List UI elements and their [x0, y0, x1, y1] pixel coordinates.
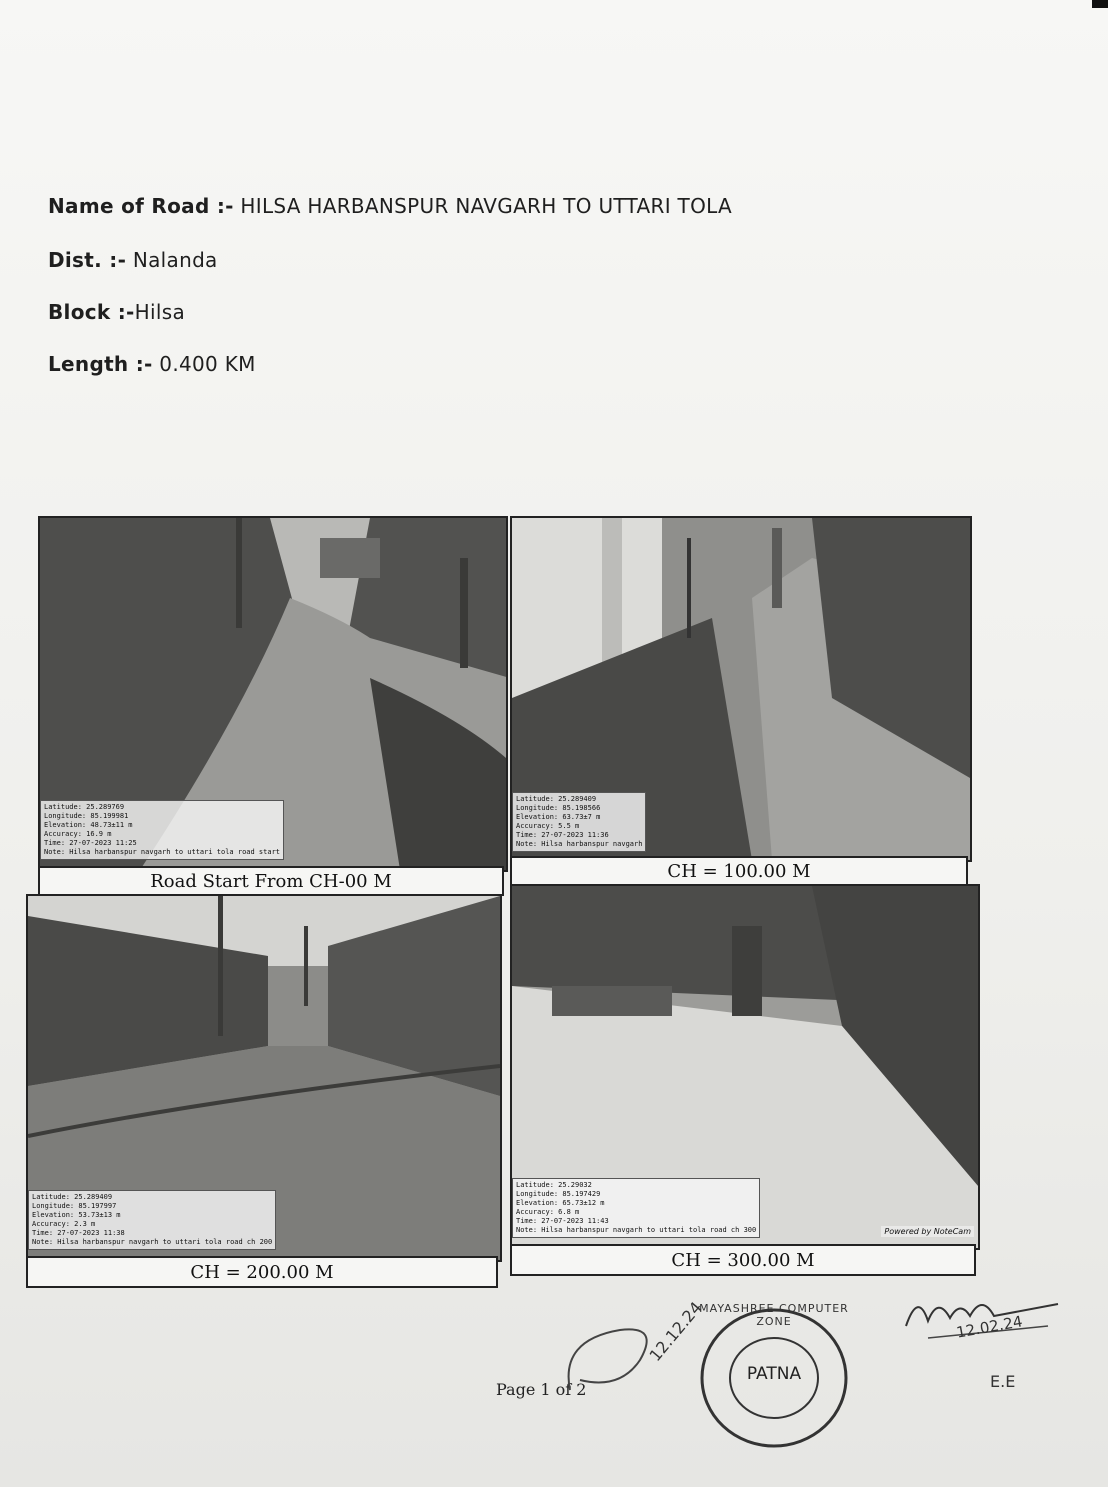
- photo-caption: CH = 300.00 M: [510, 1244, 976, 1276]
- photo-caption: CH = 200.00 M: [26, 1256, 498, 1288]
- signature-date: 12.02.24: [954, 1312, 1024, 1342]
- block-line: [48, 300, 185, 324]
- company-stamp: [694, 1300, 854, 1450]
- gps-line: Accuracy: 6.8 m: [516, 1208, 580, 1216]
- gps-overlay: [40, 800, 284, 860]
- site-photo-ch-100: [510, 516, 972, 862]
- district-label: Dist. :-: [48, 248, 127, 272]
- gps-line: Note: Hilsa harbanspur navgarh to uttari tola road ch 200: [32, 1238, 273, 1246]
- gps-overlay: [512, 792, 646, 852]
- page-number: Page 1 of 2: [496, 1380, 587, 1399]
- gps-overlay: [512, 1178, 760, 1238]
- length-line: [48, 352, 256, 376]
- site-photo-ch-00: [38, 516, 508, 872]
- gps-line: Note: Hilsa harbanspur navgarh to uttari tola road start: [44, 848, 281, 856]
- district-value: Nalanda: [132, 248, 218, 272]
- initials-scribble: [560, 1320, 670, 1410]
- site-photo-ch-200: [26, 894, 502, 1262]
- gps-line: Time: 27-07-2023 11:43: [516, 1217, 609, 1225]
- length-value: 0.400 KM: [159, 352, 256, 376]
- gps-line: Elevation: 53.73±13 m: [32, 1211, 121, 1219]
- photo-caption: Road Start From CH-00 M: [38, 866, 504, 896]
- road-name-value: HILSA HARBANSPUR NAVGARH TO UTTARI TOLA: [240, 194, 732, 218]
- gps-line: Latitude: 25.289409: [516, 795, 597, 803]
- stamp-city: PATNA: [746, 1364, 802, 1384]
- scan-corner-mark: [1092, 0, 1108, 8]
- gps-line: Elevation: 48.73±11 m: [44, 821, 133, 829]
- gps-line: Time: 27-07-2023 11:25: [44, 839, 137, 847]
- district-line: [48, 248, 218, 272]
- powered-by-label: Powered by NoteCam: [881, 1226, 974, 1237]
- gps-line: Latitude: 25.289769: [44, 803, 125, 811]
- gps-overlay: [28, 1190, 276, 1250]
- block-value: Hilsa: [134, 300, 185, 324]
- length-label: Length :-: [48, 352, 153, 376]
- road-name-label: Name of Road :-: [48, 194, 234, 218]
- site-photo-ch-300: [510, 884, 980, 1250]
- gps-line: Accuracy: 2.3 m: [32, 1220, 96, 1228]
- block-label: Block :-: [48, 300, 135, 324]
- gps-line: Longitude: 85.197997: [32, 1202, 117, 1210]
- stamp-ring-text: MAYASHREE COMPUTER ZONE: [699, 1302, 849, 1328]
- gps-line: Accuracy: 5.5 m: [516, 822, 580, 830]
- road-name-line: [48, 194, 732, 218]
- gps-line: Longitude: 85.199981: [44, 812, 129, 820]
- gps-line: Note: Hilsa harbanspur navgarh: [516, 840, 643, 848]
- gps-line: Longitude: 85.198566: [516, 804, 601, 812]
- photo-caption: CH = 100.00 M: [510, 856, 968, 886]
- gps-line: Accuracy: 16.9 m: [44, 830, 112, 838]
- gps-line: Time: 27-07-2023 11:36: [516, 831, 609, 839]
- gps-line: Note: Hilsa harbanspur navgarh to uttari tola road ch 300: [516, 1226, 757, 1234]
- gps-line: Latitude: 25.289409: [32, 1193, 113, 1201]
- gps-line: Latitude: 25.29032: [516, 1181, 592, 1189]
- gps-line: Elevation: 63.73±7 m: [516, 813, 601, 821]
- gps-line: Longitude: 85.197429: [516, 1190, 601, 1198]
- gps-line: Time: 27-07-2023 11:38: [32, 1229, 125, 1237]
- gps-line: Elevation: 65.73±12 m: [516, 1199, 605, 1207]
- stamp-handwritten-date: 12.12.24: [645, 1298, 706, 1365]
- signature-title: E.E: [990, 1372, 1016, 1391]
